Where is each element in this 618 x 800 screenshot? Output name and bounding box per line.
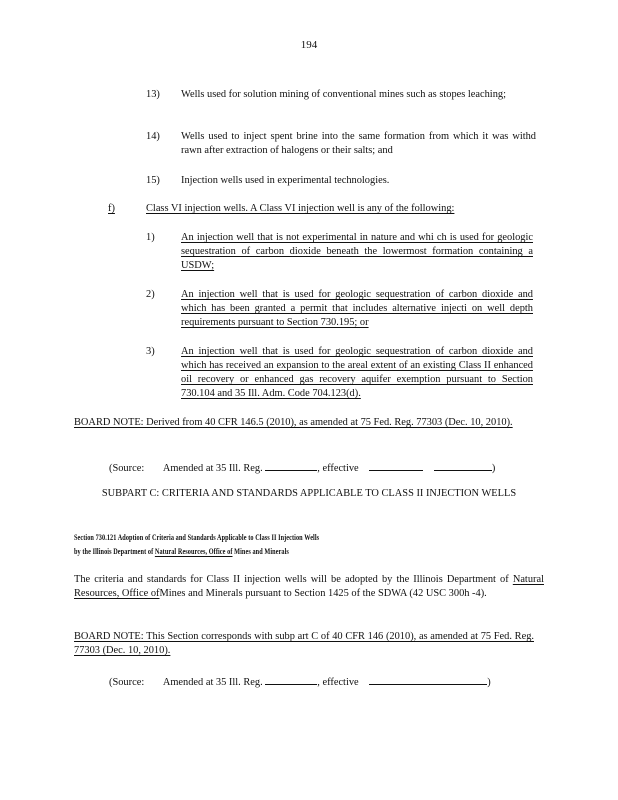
date-blank bbox=[434, 459, 492, 471]
section-heading-line bbox=[74, 545, 534, 559]
list-item-number: 15) bbox=[146, 175, 160, 186]
list-item-number: 14) bbox=[146, 131, 160, 142]
section-heading-text: by the Illinois Department of bbox=[74, 547, 154, 556]
paragraph-text: The criteria and standards for Class II injection wells will be adopted by the Illinois Department of bbox=[74, 574, 509, 585]
register-blank bbox=[265, 459, 317, 471]
source-note bbox=[109, 673, 529, 690]
paragraph-text: Mines and Minerals pursuant to Section 1425 of the SDWA (42 USC 300h -4). bbox=[159, 588, 487, 599]
page-number: 194 bbox=[300, 39, 318, 51]
source-close: ) bbox=[491, 463, 496, 474]
date-blank bbox=[369, 673, 487, 685]
list-item-text: An injection well that is used for geologic sequestration of carbon dioxide and which has received an expansion to the areal extent of an existing Class II enhanced oil recovery or enhanced gas recovery aquifer exemption pursuant to Section 730.104 and 35 Ill. Adm. Code 704.123(d). bbox=[181, 346, 533, 399]
source-note bbox=[109, 459, 529, 476]
source-close: ) bbox=[487, 677, 491, 688]
register-blank bbox=[265, 673, 317, 685]
source-open: (Source: bbox=[109, 463, 145, 474]
section-heading-text: Mines and Minerals bbox=[234, 547, 289, 556]
board-note: BOARD NOTE: Derived from 40 CFR 146.5 (2010), as amended at 75 Fed. Reg. 77303 (Dec. 10, 2010). bbox=[74, 417, 513, 428]
source-open: (Source: bbox=[109, 677, 145, 688]
list-item-text: An injection well that is used for geologic sequestration of carbon dioxide and which has been granted a permit that includes alternative injecti on well depth requirements pursuant to Section 730.195; or bbox=[181, 289, 533, 328]
list-item-text: Wells used to inject spent brine into the same formation from which it was withd rawn after extraction of halogens or their salts; and bbox=[181, 131, 536, 156]
source-effective: , effective bbox=[317, 677, 359, 688]
section-heading-underlined: Natural Resources, Office of bbox=[154, 547, 233, 556]
paragraph-underlined: Natural Resources, Office of bbox=[74, 574, 544, 599]
board-note: BOARD NOTE: This Section corresponds with subp art C of 40 CFR 146 (2010), as amended at 75 Fed. Reg. 77303 (Dec. 10, 2010). bbox=[74, 631, 534, 656]
section-heading bbox=[74, 531, 534, 559]
source-amended: Amended at 35 Ill. Reg. bbox=[162, 677, 263, 688]
section-heading-line: Section 730.121 Adoption of Criteria and Standards Applicable to Class II Injection Wells bbox=[74, 533, 320, 542]
source-effective: , effective bbox=[317, 463, 359, 474]
subsection-label: f) bbox=[108, 203, 115, 214]
subpart-heading: SUBPART C: CRITERIA AND STANDARDS APPLICABLE TO CLASS II INJECTION WELLS bbox=[101, 488, 517, 499]
body-paragraph bbox=[74, 573, 544, 601]
list-item-text: Wells used for solution mining of conventional mines such as stopes leaching; bbox=[181, 89, 506, 100]
source-amended: Amended at 35 Ill. Reg. bbox=[162, 463, 263, 474]
list-item-text: Injection wells used in experimental technologies. bbox=[181, 175, 390, 186]
date-blank bbox=[369, 459, 423, 471]
list-item-number: 1) bbox=[146, 232, 155, 243]
list-item-number: 13) bbox=[146, 89, 160, 100]
subsection-heading: Class VI injection wells. A Class VI injection well is any of the following: bbox=[146, 203, 455, 214]
list-item-number: 2) bbox=[146, 289, 155, 300]
list-item-number: 3) bbox=[146, 346, 155, 357]
list-item-text: An injection well that is not experimental in nature and whi ch is used for geologic sequestration of carbon dioxide beneath the lowermost formation containing a USDW; bbox=[181, 232, 533, 271]
